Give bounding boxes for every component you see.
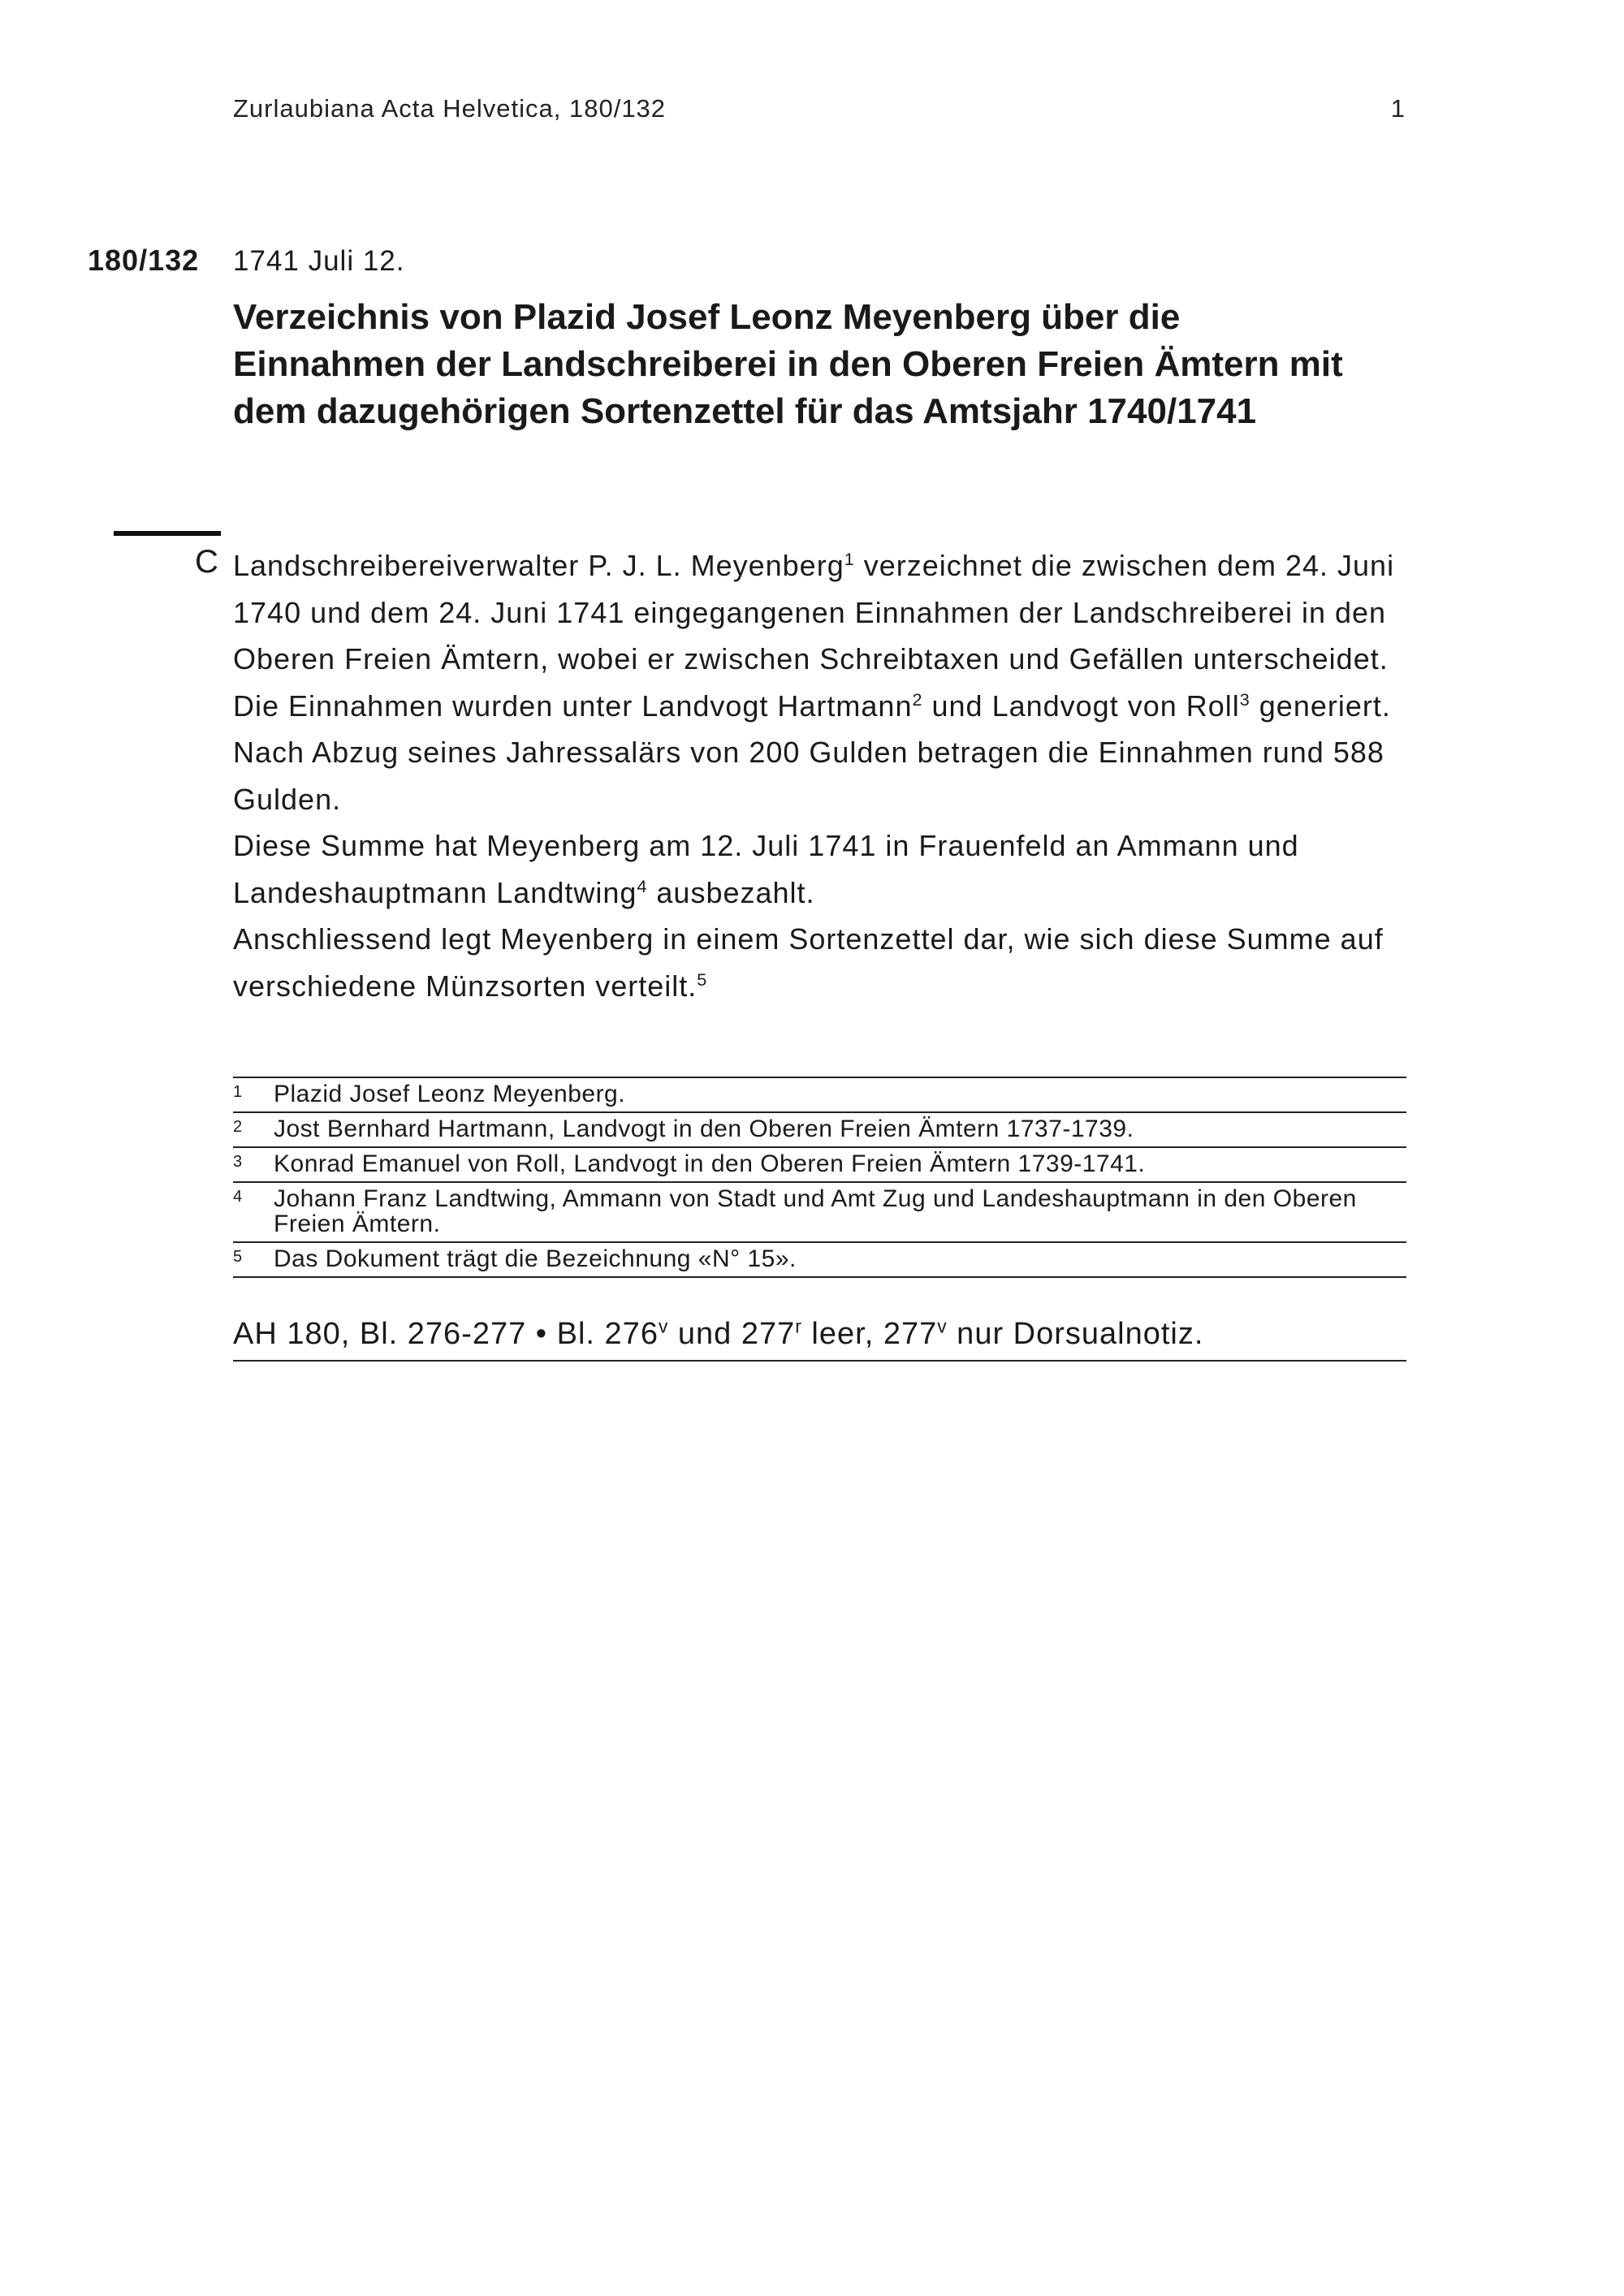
summary-text: generiert. Nach Abzug seines Jahressalärs von 200 Gulden betragen die Einnahmen rund 588 Gulden. [233, 688, 1391, 816]
document-title: Verzeichnis von Plazid Josef Leonz Meyenberg über die Einnahmen der Landschreiberei in den Oberen Freien Ämtern mit dem dazugehörigen Sortenzettel für das Amtsjahr 1740/1741 [233, 297, 1343, 431]
folio-side: v [937, 1315, 948, 1337]
document-number: 180/132 [88, 244, 200, 277]
summary-paragraph-3 [233, 916, 1415, 1009]
source-text: leer, 277 [801, 1317, 938, 1351]
summary-paragraph-2 [233, 822, 1415, 916]
summary-text: verzeichnet die zwischen dem 24. Juni 1740 und dem 24. Juni 1741 eingegangenen Einnahmen der Landschreiberei in den Oberen Freien Ämtern, wobei er zwischen Schreibtaxen und Gefällen unterscheidet. Die Einnahmen wurden unter Landvogt Hartmann [233, 549, 1395, 723]
summary-text: ausbezahlt. [647, 875, 815, 909]
summary-text: Diese Summe hat Meyenberg am 12. Juli 1741 in Frauenfeld an Ammann und Landeshauptmann Landtwing [233, 829, 1299, 909]
page-number: 1 [1390, 94, 1405, 123]
footnote-ref[interactable]: 3 [1239, 688, 1250, 710]
footnote-number: 1 [233, 1083, 243, 1101]
footnote-text: Johann Franz Landtwing, Ammann von Stadt und Amt Zug und Landeshauptmann in den Oberen Freien Ämtern. [274, 1185, 1357, 1237]
folio-side: v [658, 1315, 669, 1337]
footnote-text: Plazid Josef Leonz Meyenberg. [274, 1081, 626, 1107]
summary-text: Landschreibereiverwalter P. J. L. Meyenberg [233, 549, 844, 582]
source-reference [233, 1312, 1406, 1362]
footnote-number: 5 [233, 1248, 243, 1266]
footnote-number: 4 [233, 1188, 243, 1206]
footnote-item [233, 1113, 1406, 1148]
summary-paragraph-1 [233, 542, 1415, 822]
footnote-text: Das Dokument trägt die Bezeichnung «N° 15». [274, 1245, 797, 1272]
footnote-item [233, 1183, 1406, 1243]
summary-text: Anschliessend legt Meyenberg in einem Sortenzettel dar, wie sich diese Summe auf verschiedene Münzsorten verteilt. [233, 922, 1384, 1003]
source-text: AH 180, Bl. 276-277 • Bl. 276 [233, 1317, 659, 1351]
footnote-item [233, 1148, 1406, 1183]
footnote-ref[interactable]: 5 [697, 969, 708, 990]
footnote-item [233, 1078, 1406, 1113]
source-text: und 277 [668, 1317, 796, 1351]
source-text: nur Dorsualnotiz. [947, 1317, 1204, 1351]
footnote-text: Jost Bernhard Hartmann, Landvogt in den Oberen Freien Ämtern 1737-1739. [274, 1116, 1134, 1142]
summary-text: und Landvogt von Roll [922, 688, 1240, 723]
running-title: Zurlaubiana Acta Helvetica, 180/132 [233, 94, 667, 123]
folio-side: r [795, 1315, 802, 1337]
summary [233, 542, 1415, 1009]
footnote-item [233, 1243, 1406, 1278]
footnote-number: 3 [233, 1153, 243, 1171]
margin-letter: C [195, 544, 218, 580]
section-rule [114, 531, 221, 536]
footnote-number: 2 [233, 1118, 243, 1136]
footnotes [233, 1077, 1406, 1278]
footnote-ref[interactable]: 4 [637, 875, 648, 896]
footnote-ref[interactable]: 1 [844, 549, 855, 569]
footnote-text: Konrad Emanuel von Roll, Landvogt in den Oberen Freien Ämtern 1739-1741. [274, 1150, 1146, 1177]
footnote-ref[interactable]: 2 [912, 688, 923, 710]
document-date: 1741 Juli 12. [233, 245, 405, 277]
